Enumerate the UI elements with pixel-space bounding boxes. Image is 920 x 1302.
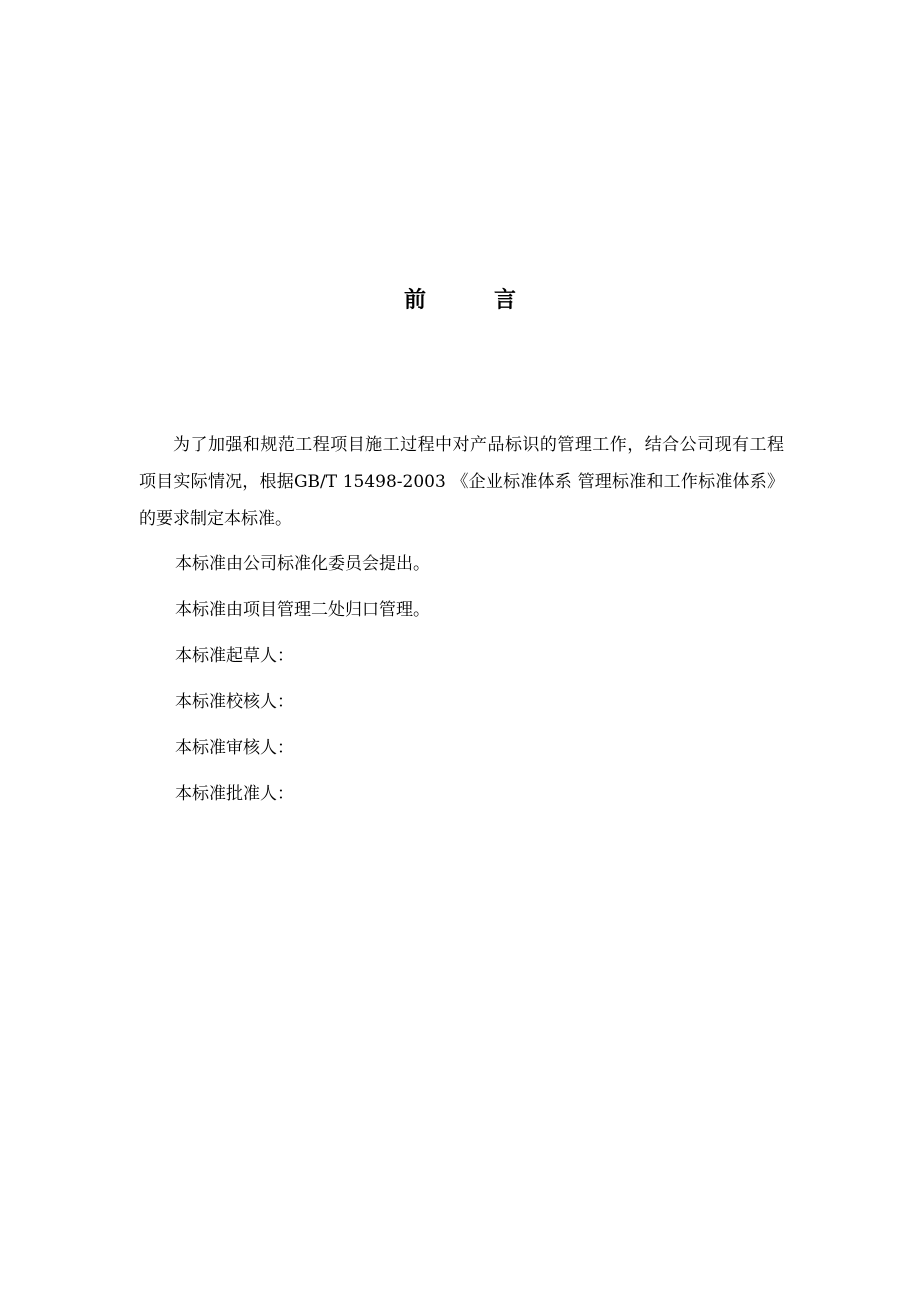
intro-paragraph: 为了加强和规范工程项目施工过程中对产品标识的管理工作，结合公司现有工程项目实际情况，根据GB/T 15498-2003 《企业标准体系 管理标准和工作标准体系》的要求制定本标准。 [139,435,784,529]
reviewer-line: 本标准审核人： [175,738,294,758]
title-char-2: 言 [494,288,517,313]
approver-line: 本标准批准人： [175,784,294,804]
proposed-by-line: 本标准由公司标准化委员会提出。 [175,554,430,574]
managed-by-line: 本标准由项目管理二处归口管理。 [175,600,430,620]
title-char-1: 前 [403,288,426,313]
drafter-line: 本标准起草人： [175,646,294,666]
checker-line: 本标准校核人： [175,692,294,712]
page-title [0,284,920,318]
document-body [139,427,784,813]
